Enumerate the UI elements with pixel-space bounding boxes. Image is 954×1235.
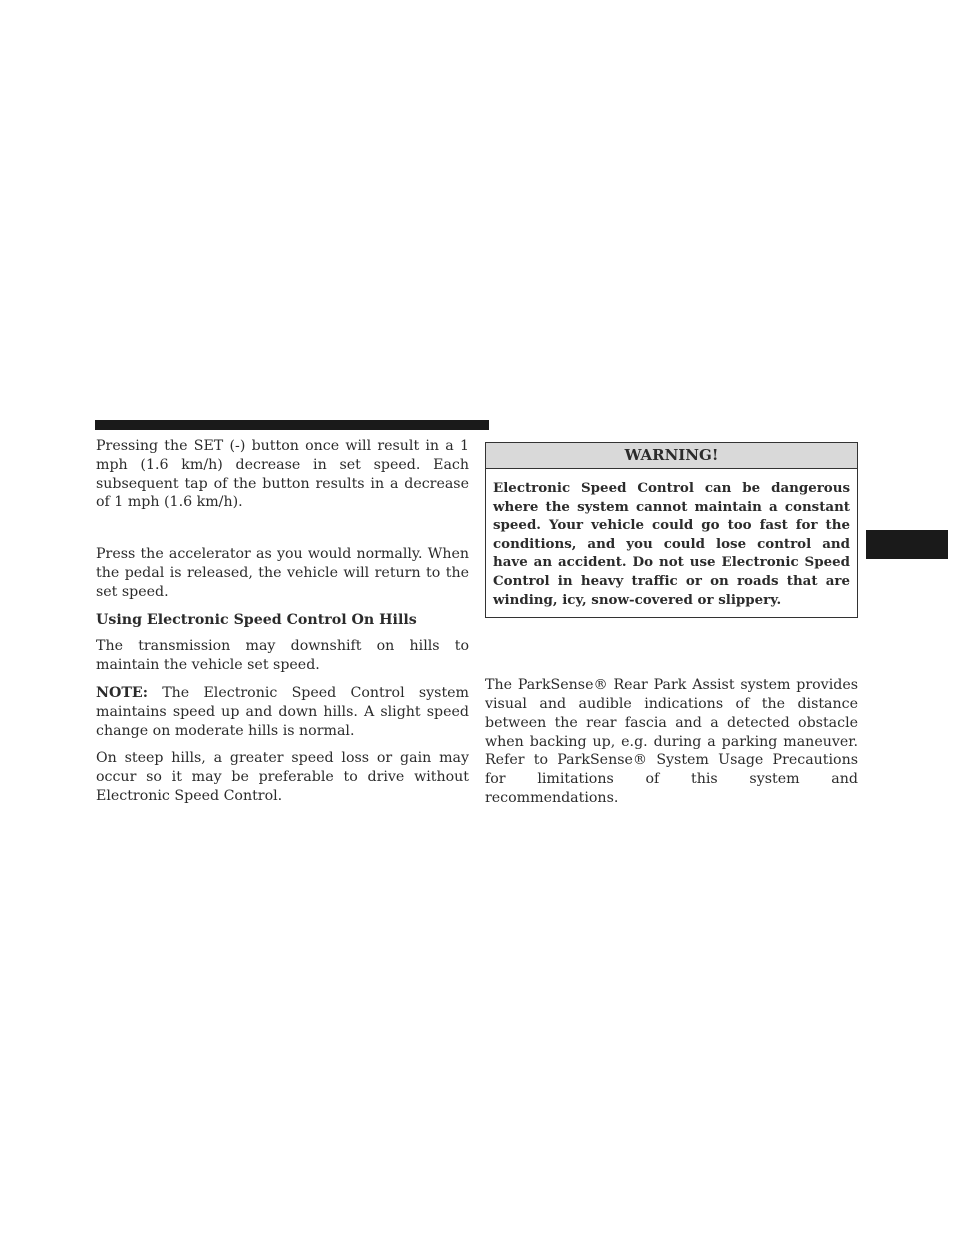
chapter-tab-marker: [866, 530, 948, 559]
warning-title: WARNING!: [486, 443, 857, 469]
heading-hills: Using Electronic Speed Control On Hills: [96, 611, 417, 628]
paragraph-steep-hills: On steep hills, a greater speed loss or gain may occur so it may be preferable to drive without Electronic Speed Control.: [96, 750, 469, 804]
note-paragraph: [96, 684, 469, 740]
left-column: [96, 437, 469, 806]
right-column: [485, 442, 858, 808]
paragraph-accelerator: Press the accelerator as you would normally. When the pedal is released, the vehicle will return to the set speed.: [96, 546, 469, 600]
note-text: The Electronic Speed Control system maintains speed up and down hills. A slight speed change on moderate hills is normal.: [96, 684, 469, 739]
section-header-rule: [95, 420, 489, 430]
warning-text: Electronic Speed Control can be dangerous where the system cannot maintain a constant speed. Your vehicle could go too fast for the conditions, and you could lose control and have an accident. Do not use Electronic Speed Control in heavy traffic or on roads that are winding, icy, snow-covered or slippery.: [493, 480, 850, 608]
paragraph-downshift: The transmission may downshift on hills to maintain the vehicle set speed.: [96, 638, 469, 674]
note-label: NOTE:: [96, 684, 148, 701]
paragraph-parksense: The ParkSense® Rear Park Assist system provides visual and audible indications of the distance between the rear fascia and a detected obstacle when backing up, e.g. during a parking maneuver. Refer to ParkSense® System Usage Precautions for limitations of this system and recommendations.: [485, 677, 858, 806]
paragraph-set-minus: Pressing the SET (-) button once will result in a 1 mph (1.6 km/h) decrease in set speed. Each subsequent tap of the button results in a decrease of 1 mph (1.6 km/h).: [96, 438, 469, 511]
warning-box: [485, 442, 858, 618]
